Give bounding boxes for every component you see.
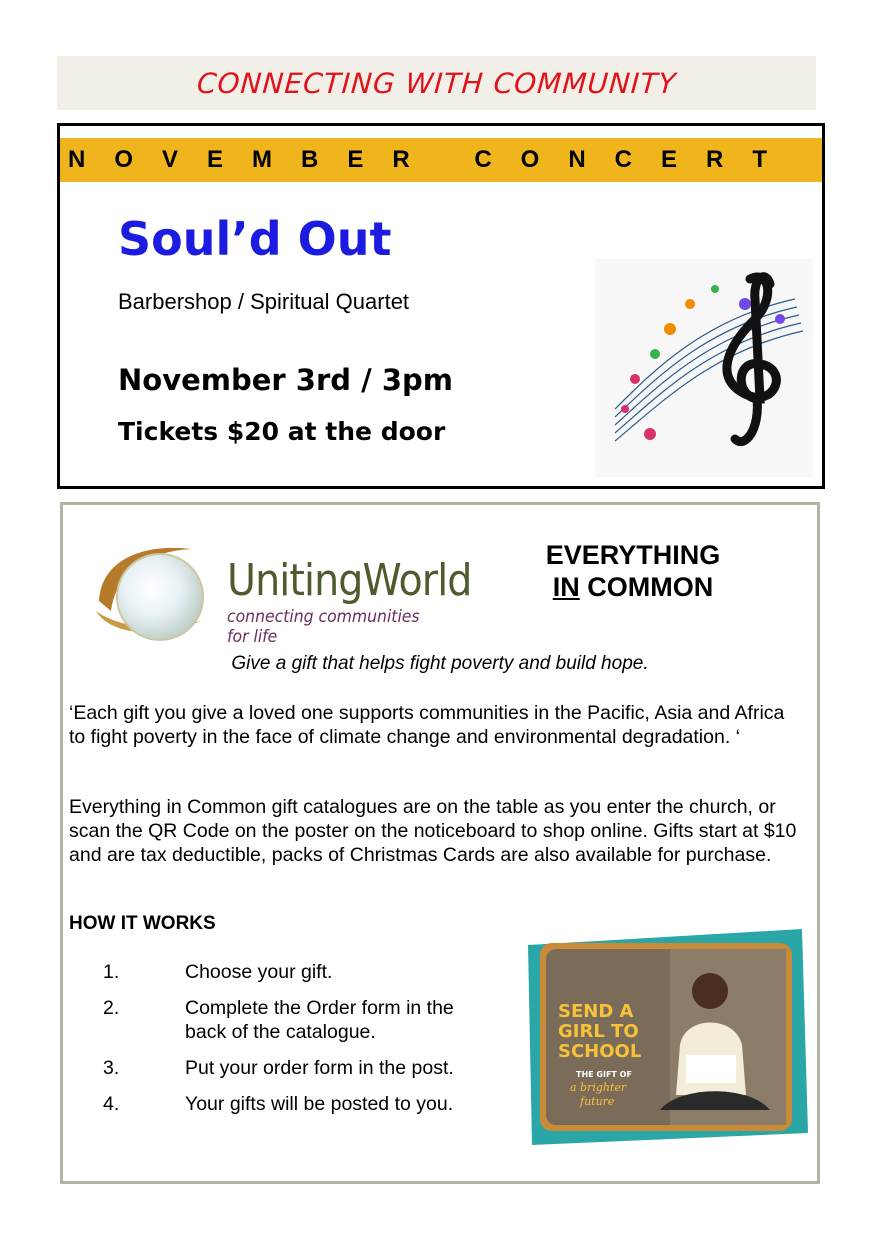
concert-header: NOVEMBER CONCERT: [68, 146, 797, 173]
step-text: Choose your gift.: [185, 961, 333, 983]
tagline: Give a gift that helps fight poverty and build hope.: [231, 653, 649, 674]
intro-paragraph: ‘Each gift you give a loved one supports communities in the Pacific, Asia and Africa to fight poverty in the face of climate change and environmental degradation. ‘: [69, 702, 785, 748]
card-sub-2: a brighter: [570, 1081, 627, 1094]
list-item: [103, 996, 503, 1044]
ticket-info: Tickets $20 at the door: [118, 417, 446, 446]
step-number: 4.: [103, 1093, 120, 1115]
list-item: [103, 960, 503, 984]
steps-list: [103, 960, 503, 1128]
how-it-works-heading: HOW IT WORKS: [69, 913, 216, 934]
step-text: Your gifts will be posted to you.: [185, 1093, 454, 1115]
card-sub-1: THE GIFT OF: [576, 1070, 632, 1079]
step-number: 2.: [103, 997, 120, 1019]
title-line-2: [503, 571, 763, 603]
act-type: Barbershop / Spiritual Quartet: [118, 289, 410, 314]
catalogue-paragraph: Everything in Common gift catalogues are on the table as you enter the church, or scan the QR Code on the poster on the noticeboard to shop online. Gifts start at $10 and are tax deductible, packs of Christmas Cards are also available for purchase.: [69, 796, 797, 866]
section-title: [503, 539, 763, 603]
step-number: 1.: [103, 961, 120, 983]
card-headline-3: SCHOOL: [558, 1041, 642, 1062]
step-text: Complete the Order form in the back of the catalogue.: [185, 997, 454, 1043]
act-name: Soul’d Out: [118, 212, 392, 266]
logo-name: UnitingWorld: [227, 555, 472, 606]
card-headline-1: SEND A: [558, 1001, 634, 1022]
list-item: [103, 1056, 503, 1080]
globe-icon: [116, 553, 204, 641]
page-banner: [57, 56, 816, 110]
concert-header-bar: [60, 138, 822, 182]
logo-tagline: connecting communities for life: [227, 607, 420, 647]
unitingworld-logo: [81, 527, 472, 647]
title-common: COMMON: [579, 572, 714, 602]
concert-section: [57, 123, 825, 489]
card-headline-2: GIRL TO: [558, 1021, 639, 1042]
step-text: Put your order form in the post.: [185, 1057, 454, 1079]
step-number: 3.: [103, 1057, 120, 1079]
send-a-girl-to-school-card: [520, 925, 810, 1147]
card-sub-3: future: [580, 1095, 615, 1108]
everything-in-common-section: [60, 502, 820, 1184]
banner-title: CONNECTING WITH COMMUNITY: [195, 66, 678, 100]
list-item: [103, 1092, 503, 1116]
title-in: IN: [552, 572, 580, 602]
title-line-1: EVERYTHING: [545, 540, 721, 570]
concert-date: November 3rd / 3pm: [118, 363, 453, 397]
music-notes-icon: [595, 259, 813, 477]
